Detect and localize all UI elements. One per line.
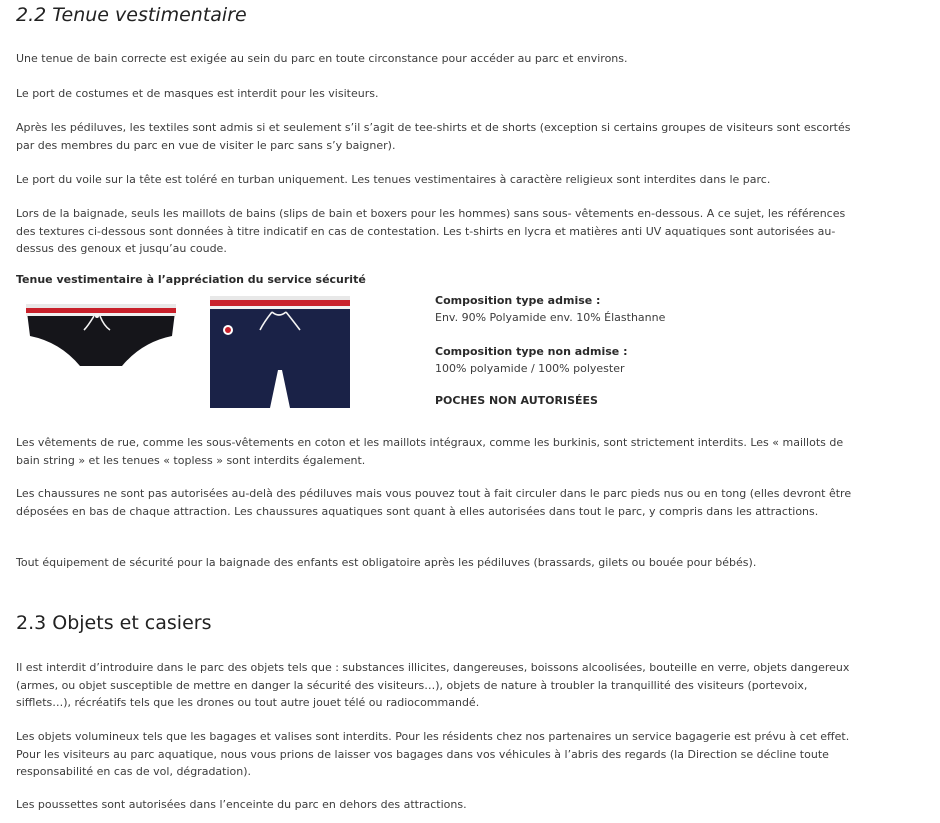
paragraph: Les objets volumineux tels que les bagages et valises sont interdits. Pour les résidents chez nos partenaires un service bagagerie est prévu à cet effet. Pour les visiteurs au parc aquatique, nous vous prions de laisser vos bagages dans vos véhicules à l’abris des regards (la Direction se décline toute responsabilité en cas de vol, dégradation). — [16, 730, 850, 778]
paragraph: Lors de la baignade, seuls les maillots de bains (slips de bain et boxers pour les hommes) sans sous- vêtements en-dessous. A ce sujet, les références des textures ci-dessous sont données à titre indicatif en cas de contestation. Les t-shirts en lycra et matières anti UV aquatiques sont autorisées au-dessus des genoux et jusqu’au coude. — [16, 207, 846, 255]
poches-notice: POCHES NON AUTORISÉES — [435, 394, 598, 407]
section-2-2-title: 2.2 Tenue vestimentaire — [16, 4, 247, 26]
paragraph: Après les pédiluves, les textiles sont admis si et seulement s’il s’agit de tee-shirts et de shorts (exception si certains groupes de visiteurs sont escortés par des membres du parc en vue de visiter le parc sans s’y baigner). — [16, 121, 851, 152]
paragraph: Les poussettes sont autorisées dans l’enceinte du parc en dehors des attractions. — [16, 798, 467, 811]
paragraph: Les vêtements de rue, comme les sous-vêtements en coton et les maillots intégraux, comme les burkinis, sont strictement interdits. Les « maillots de bain string » et les tenues « topless » sont interdits également. — [16, 436, 844, 467]
composition-admise — [435, 292, 665, 326]
security-subheading: Tenue vestimentaire à l’appréciation du service sécurité — [16, 273, 366, 286]
composition-non-admise-label: Composition type non admise : — [435, 345, 628, 358]
composition-admise-value: Env. 90% Polyamide env. 10% Élasthanne — [435, 311, 666, 324]
composition-non-admise — [435, 343, 628, 377]
paragraph: Tout équipement de sécurité pour la baignade des enfants est obligatoire après les pédiluves (brassards, gilets ou bouée pour bébés). — [16, 556, 757, 569]
paragraph: Une tenue de bain correcte est exigée au sein du parc en toute circonstance pour accéder au parc et environs. — [16, 52, 628, 65]
section-2-3-title: 2.3 Objets et casiers — [16, 612, 212, 634]
composition-non-admise-value: 100% polyamide / 100% polyester — [435, 362, 625, 375]
swim-brief-image — [22, 296, 180, 368]
paragraph: Les chaussures ne sont pas autorisées au-delà des pédiluves mais vous pouvez tout à fait circuler dans le parc pieds nus ou en tong (elles devront être déposées en bas de chaque attraction. Les chaussures aquatiques sont quant à elles autorisées dans tout le parc, y compris dans les attractions. — [16, 487, 852, 518]
paragraph: Il est interdit d’introduire dans le parc des objets tels que : substances illicites, dangereuses, boissons alcoolisées, bouteille en verre, objets dangereux (armes, ou objet susceptible de mettre en danger la sécurité des visiteurs…), objets de nature à troubler la tranquillité des visiteurs (portevoix, sifflets…), récréatifs tels que les drones ou tout autre jouet télé ou radiocommandé. — [16, 661, 850, 709]
composition-admise-label: Composition type admise : — [435, 294, 601, 307]
paragraph: Le port de costumes et de masques est interdit pour les visiteurs. — [16, 87, 379, 100]
paragraph: Le port du voile sur la tête est toléré en turban uniquement. Les tenues vestimentaires à caractère religieux sont interdites dans le parc. — [16, 173, 771, 186]
swim-boxer-image — [206, 290, 354, 412]
